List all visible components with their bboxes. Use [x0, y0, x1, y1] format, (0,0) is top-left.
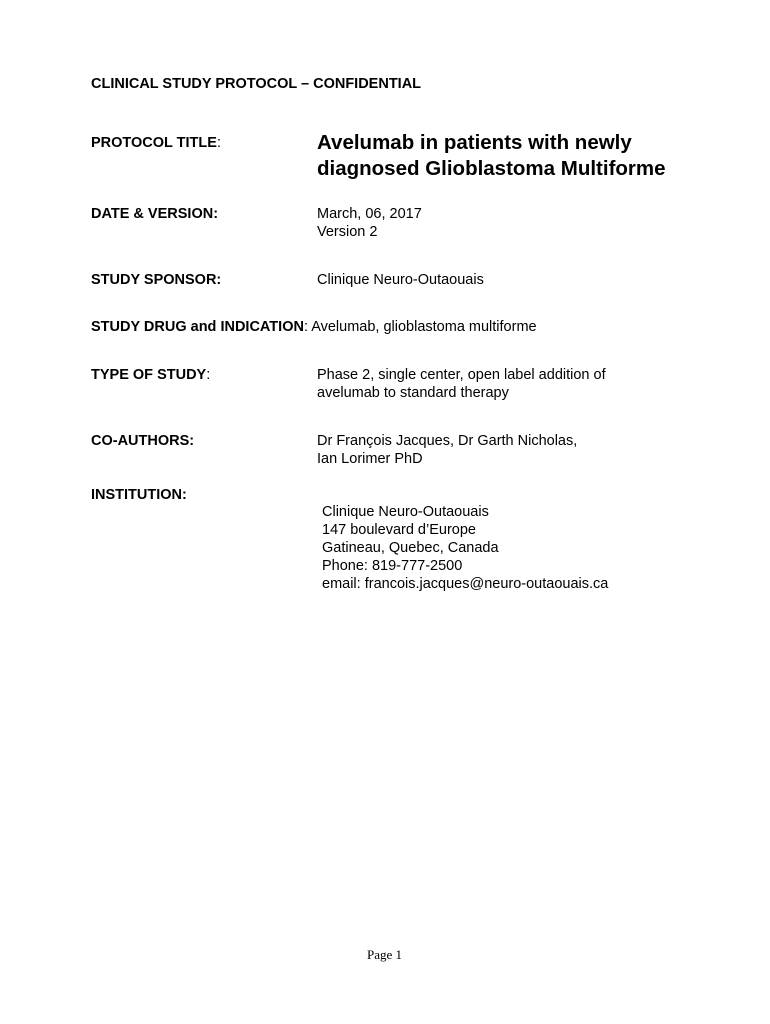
- protocol-title-line: Avelumab in patients with newly: [317, 131, 632, 154]
- institution-city-line: Gatineau, Quebec, Canada: [322, 540, 499, 556]
- protocol-title-line: diagnosed Glioblastoma Multiforme: [317, 157, 666, 180]
- type-of-study-value: [317, 366, 606, 402]
- protocol-title-label: [91, 135, 221, 151]
- protocol-title-label-text: PROTOCOL TITLE: [91, 135, 217, 151]
- type-of-study-line: Phase 2, single center, open label addition of: [317, 367, 606, 383]
- type-of-study-line: avelumab to standard therapy: [317, 385, 509, 401]
- date-line: March, 06, 2017: [317, 206, 422, 222]
- institution-phone-line: Phone: 819-777-2500: [322, 558, 463, 574]
- type-of-study-label-text: TYPE OF STUDY: [91, 367, 207, 383]
- co-authors-line: Dr François Jacques, Dr Garth Nicholas,: [317, 433, 578, 449]
- institution-email-line: email: francois.jacques@neuro-outaouais.ca: [322, 576, 609, 592]
- type-of-study-colon: :: [206, 367, 211, 383]
- study-drug-label: STUDY DRUG and INDICATION: [91, 319, 304, 335]
- study-sponsor-label: STUDY SPONSOR:: [91, 272, 222, 288]
- institution-street-line: 147 boulevard d’Europe: [322, 522, 476, 538]
- co-authors-value: [317, 432, 577, 468]
- version-line: Version 2: [317, 224, 378, 240]
- date-version-value: [317, 205, 422, 241]
- institution-label: INSTITUTION:: [91, 487, 187, 503]
- date-version-label: DATE & VERSION:: [91, 206, 219, 222]
- protocol-title-value: [317, 130, 666, 182]
- co-authors-line: Ian Lorimer PhD: [317, 451, 423, 467]
- type-of-study-label: [91, 367, 210, 383]
- document-heading: CLINICAL STUDY PROTOCOL – CONFIDENTIAL: [91, 76, 422, 92]
- co-authors-label: CO-AUTHORS:: [91, 433, 195, 449]
- study-drug-value: : Avelumab, glioblastoma multiforme: [303, 319, 537, 335]
- study-drug-row: [91, 318, 537, 336]
- institution-name-line: Clinique Neuro-Outaouais: [322, 504, 489, 520]
- protocol-title-colon: :: [216, 135, 221, 151]
- page-number: Page 1: [367, 947, 403, 962]
- institution-value: [322, 503, 608, 593]
- study-sponsor-value: Clinique Neuro-Outaouais: [317, 272, 484, 288]
